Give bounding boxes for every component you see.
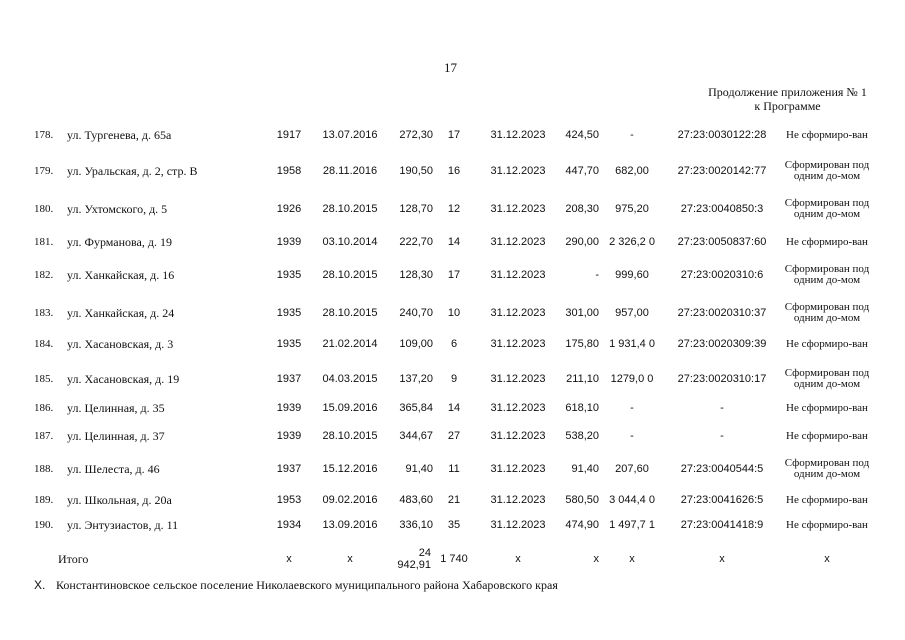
- date-cell: 28.10.2015: [322, 268, 378, 281]
- year-cell: 1958: [276, 164, 302, 177]
- area-cell: 365,84: [399, 401, 433, 414]
- value1-cell: 424,50: [565, 128, 599, 141]
- value2-cell: 207,60: [615, 462, 649, 475]
- area-cell: 272,30: [399, 128, 433, 141]
- area-cell: 222,70: [399, 235, 433, 248]
- value1-cell: 301,00: [565, 306, 599, 319]
- area-cell: 109,00: [399, 337, 433, 350]
- residents-cell: 14: [447, 235, 461, 248]
- status-cell: Сформирован под одним до-мом: [784, 159, 870, 182]
- year-cell: 1934: [276, 518, 302, 531]
- row-number: 185.: [34, 372, 54, 385]
- plan-date-cell: 31.12.2023: [490, 164, 546, 177]
- area-cell: 336,10: [399, 518, 433, 531]
- year-cell: 1937: [276, 372, 302, 385]
- plan-date-cell: 31.12.2023: [490, 401, 546, 414]
- value1-cell: 208,30: [565, 202, 599, 215]
- row-number: 178.: [34, 128, 54, 141]
- value1-cell: 538,20: [565, 429, 599, 442]
- plan-date-cell: 31.12.2023: [490, 337, 546, 350]
- address-cell: ул. Целинная, д. 37: [67, 428, 165, 443]
- cadastral-cell: 27:23:0040544:5: [680, 462, 764, 475]
- total-cadastral: х: [719, 552, 725, 565]
- residents-cell: 12: [447, 202, 461, 215]
- address-cell: ул. Уральская, д. 2, стр. В: [67, 163, 198, 178]
- cadastral-cell: -: [720, 401, 724, 414]
- year-cell: 1939: [276, 429, 302, 442]
- total-residents: 1 740: [440, 552, 468, 565]
- value2-cell: 3 044,4 0: [609, 493, 655, 506]
- address-cell: ул. Школьная, д. 20а: [67, 492, 172, 507]
- date-cell: 21.02.2014: [322, 337, 378, 350]
- residents-cell: 35: [447, 518, 461, 531]
- status-cell: Сформирован под одним до-мом: [784, 301, 870, 324]
- total-year: х: [286, 552, 292, 565]
- cadastral-cell: 27:23:0040850:3: [680, 202, 764, 215]
- section-number: X.: [34, 578, 46, 592]
- status-cell: Сформирован под одним до-мом: [784, 197, 870, 220]
- row-number: 181.: [34, 235, 54, 248]
- year-cell: 1926: [276, 202, 302, 215]
- date-cell: 28.11.2016: [322, 164, 378, 177]
- value2-cell: 1279,0 0: [610, 372, 654, 385]
- plan-date-cell: 31.12.2023: [490, 306, 546, 319]
- residents-cell: 17: [447, 128, 461, 141]
- table-row: [0, 487, 905, 513]
- appendix-caption: [690, 85, 885, 113]
- row-number: 187.: [34, 429, 54, 442]
- date-cell: 03.10.2014: [322, 235, 378, 248]
- status-cell: Сформирован под одним до-мом: [784, 263, 870, 286]
- date-cell: 04.03.2015: [322, 372, 378, 385]
- value2-cell: 957,00: [615, 306, 649, 319]
- value1-cell: 211,10: [566, 372, 599, 385]
- status-cell: Не сформиро-ван: [786, 493, 868, 506]
- appendix-line-2: к Программе: [754, 99, 821, 113]
- year-cell: 1917: [276, 128, 302, 141]
- cadastral-cell: 27:23:0020310:37: [677, 306, 767, 319]
- value1-cell: -: [595, 268, 599, 281]
- cadastral-cell: 27:23:0020310:17: [677, 372, 767, 385]
- year-cell: 1935: [276, 268, 302, 281]
- date-cell: 13.09.2016: [322, 518, 378, 531]
- page-number: 17: [444, 60, 457, 75]
- table-row: [0, 451, 905, 487]
- plan-date-cell: 31.12.2023: [490, 202, 546, 215]
- plan-date-cell: 31.12.2023: [490, 493, 546, 506]
- total-value1: х: [593, 552, 599, 565]
- address-cell: ул. Ухтомского, д. 5: [67, 201, 168, 216]
- address-cell: ул. Тургенева, д. 65а: [67, 127, 172, 142]
- status-cell: Не сформиро-ван: [786, 401, 868, 414]
- date-cell: 15.09.2016: [322, 401, 378, 414]
- appendix-line-1: Продолжение приложения № 1: [708, 85, 867, 99]
- plan-date-cell: 31.12.2023: [490, 429, 546, 442]
- address-cell: ул. Хасановская, д. 19: [67, 371, 180, 386]
- table-row: [0, 117, 905, 153]
- value2-cell: 682,00: [615, 164, 649, 177]
- residents-cell: 17: [447, 268, 461, 281]
- address-cell: ул. Ханкайская, д. 24: [67, 305, 175, 320]
- address-cell: ул. Фурманова, д. 19: [67, 234, 172, 249]
- year-cell: 1939: [276, 235, 302, 248]
- residents-cell: 10: [447, 306, 461, 319]
- table-row: [0, 512, 905, 538]
- table-row: [0, 227, 905, 257]
- address-cell: ул. Хасановская, д. 3: [67, 336, 174, 351]
- value1-cell: 580,50: [565, 493, 599, 506]
- value2-cell: -: [630, 128, 634, 141]
- plan-date-cell: 31.12.2023: [490, 372, 546, 385]
- residents-cell: 9: [450, 372, 458, 385]
- table-row: [0, 295, 905, 331]
- date-cell: 13.07.2016: [322, 128, 378, 141]
- row-number: 190.: [34, 518, 54, 531]
- year-cell: 1935: [276, 306, 302, 319]
- row-number: 182.: [34, 268, 54, 281]
- row-number: 186.: [34, 401, 54, 414]
- total-plan-date: х: [515, 552, 521, 565]
- cadastral-cell: -: [720, 429, 724, 442]
- row-number: 184.: [34, 337, 54, 350]
- value1-cell: 618,10: [565, 401, 599, 414]
- residents-cell: 6: [450, 337, 458, 350]
- area-cell: 128,30: [399, 268, 433, 281]
- section-title: Константиновское сельское поселение Николаевского муниципального района Хабаровского края: [56, 578, 558, 592]
- total-status: х: [824, 552, 830, 565]
- area-cell: 190,50: [399, 164, 433, 177]
- status-cell: Не сформиро-ван: [786, 429, 868, 442]
- value1-cell: 91,40: [571, 462, 599, 475]
- value2-cell: 2 326,2 0: [609, 235, 655, 248]
- cadastral-cell: 27:23:0050837:60: [677, 235, 767, 248]
- area-cell: 483,60: [399, 493, 433, 506]
- cadastral-cell: 27:23:0020309:39: [677, 337, 767, 350]
- plan-date-cell: 31.12.2023: [490, 235, 546, 248]
- residents-cell: 11: [448, 462, 460, 475]
- year-cell: 1935: [276, 337, 302, 350]
- year-cell: 1937: [276, 462, 302, 475]
- residents-cell: 16: [447, 164, 461, 177]
- date-cell: 28.10.2015: [322, 306, 378, 319]
- plan-date-cell: 31.12.2023: [490, 518, 546, 531]
- table-row: [0, 395, 905, 421]
- table-row: [0, 329, 905, 359]
- table-row: [0, 257, 905, 293]
- value1-cell: 290,00: [565, 235, 599, 248]
- plan-date-cell: 31.12.2023: [490, 268, 546, 281]
- total-label: Итого: [58, 551, 89, 566]
- value2-cell: 1 497,7 1: [609, 518, 655, 531]
- residents-cell: 21: [447, 493, 461, 506]
- row-number: 189.: [34, 493, 54, 506]
- row-number: 183.: [34, 306, 54, 319]
- total-row: [0, 540, 905, 578]
- date-cell: 28.10.2015: [322, 429, 378, 442]
- date-cell: 09.02.2016: [322, 493, 378, 506]
- value2-cell: 975,20: [615, 202, 649, 215]
- status-cell: Не сформиро-ван: [786, 337, 868, 350]
- value1-cell: 447,70: [565, 164, 599, 177]
- status-cell: Сформирован под одним до-мом: [784, 367, 870, 390]
- date-cell: 15.12.2016: [322, 462, 378, 475]
- area-cell: 91,40: [405, 462, 433, 475]
- value2-cell: 1 931,4 0: [609, 337, 655, 350]
- table-row: [0, 361, 905, 397]
- table-row: [0, 191, 905, 227]
- area-cell: 240,70: [399, 306, 433, 319]
- value1-cell: 474,90: [565, 518, 599, 531]
- cadastral-cell: 27:23:0041418:9: [680, 518, 764, 531]
- area-cell: 137,20: [399, 372, 433, 385]
- address-cell: ул. Энтузиастов, д. 11: [67, 517, 179, 532]
- area-cell: 128,70: [399, 202, 433, 215]
- total-value2: х: [629, 552, 635, 565]
- status-cell: Не сформиро-ван: [786, 235, 868, 248]
- row-number: 179.: [34, 164, 54, 177]
- total-area: 24 942,91: [397, 547, 431, 571]
- date-cell: 28.10.2015: [322, 202, 378, 215]
- status-cell: Сформирован под одним до-мом: [784, 457, 870, 480]
- total-date: х: [347, 552, 353, 565]
- value1-cell: 175,80: [565, 337, 599, 350]
- row-number: 188.: [34, 462, 54, 475]
- cadastral-cell: 27:23:0020142:77: [677, 164, 767, 177]
- year-cell: 1939: [276, 401, 302, 414]
- value2-cell: -: [630, 401, 634, 414]
- year-cell: 1953: [276, 493, 302, 506]
- area-cell: 344,67: [399, 429, 433, 442]
- row-number: 180.: [34, 202, 54, 215]
- cadastral-cell: 27:23:0020310:6: [680, 268, 764, 281]
- section-heading: [34, 578, 558, 593]
- address-cell: ул. Целинная, д. 35: [67, 400, 165, 415]
- status-cell: Не сформиро-ван: [786, 128, 868, 141]
- table-row: [0, 153, 905, 189]
- plan-date-cell: 31.12.2023: [490, 128, 546, 141]
- address-cell: ул. Шелеста, д. 46: [67, 461, 160, 476]
- cadastral-cell: 27:23:0030122:28: [677, 128, 767, 141]
- table-row: [0, 423, 905, 449]
- address-cell: ул. Ханкайская, д. 16: [67, 267, 175, 282]
- status-cell: Не сформиро-ван: [786, 518, 868, 531]
- residents-cell: 14: [447, 401, 461, 414]
- residents-cell: 27: [447, 429, 461, 442]
- value2-cell: -: [630, 429, 634, 442]
- value2-cell: 999,60: [615, 268, 649, 281]
- cadastral-cell: 27:23:0041626:5: [680, 493, 764, 506]
- plan-date-cell: 31.12.2023: [490, 462, 546, 475]
